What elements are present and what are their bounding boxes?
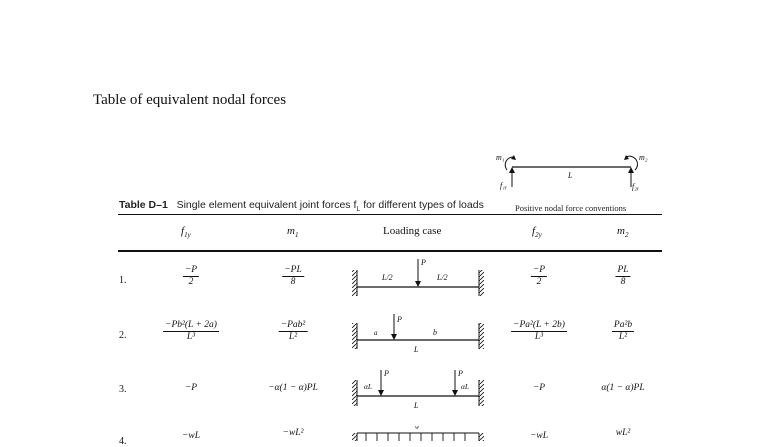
header-m1: $m_1$: [287, 225, 299, 240]
row3-load-left: P: [384, 369, 389, 378]
row3-m2: α(1 − α)PL: [601, 383, 645, 393]
convention-caption: Positive nodal force conventions: [515, 203, 627, 213]
row-number: 3.: [119, 384, 127, 395]
row3-loading-diagram: [352, 369, 484, 410]
row2-a-label: a: [374, 329, 378, 337]
row-number: 4.: [119, 436, 127, 447]
row3-f2y: −P: [532, 383, 546, 393]
table-caption-rest: for different types of loads: [360, 199, 484, 211]
row1-f2y: $\frac{-P}{2}$: [532, 265, 546, 287]
row3-right-dist: αL: [461, 382, 470, 391]
row2-m2: $\frac{\text{Pa²b}}{\text{L²}}$: [613, 320, 633, 342]
row1-load-label: P: [421, 258, 426, 267]
conv-f1-label: f₁ᵧ: [500, 181, 507, 190]
row2-f1y: $\frac{\text{−Pb²(L + 2a)}}{\text{L³}}$: [165, 320, 217, 342]
conv-m2-label: m₂: [639, 153, 648, 162]
row3-m1: −α(1 − α)PL: [268, 383, 318, 393]
row2-span-label: L: [414, 345, 419, 354]
conv-m1-label: m₁: [496, 153, 505, 162]
row2-b-label: b: [433, 328, 437, 337]
row1-f1y: $\frac{-P}{2}$: [184, 265, 198, 287]
header-f1y: $f_{1y}$: [181, 225, 191, 240]
row1-m2: $\frac{PL}{8}$: [617, 265, 629, 287]
header-loading-case: Loading case: [383, 225, 442, 237]
row4-m2: wL²: [615, 428, 631, 438]
header-m2: $m_2$: [617, 225, 629, 240]
row3-load-right: P: [458, 369, 463, 378]
row4-loading-diagram: [352, 425, 484, 441]
row3-left-dist: αL: [364, 382, 373, 391]
row4-load-label: w: [415, 425, 420, 431]
row-number: 2.: [119, 330, 127, 341]
row2-loading-diagram: [352, 314, 484, 354]
table-caption-text: Single element equivalent joint forces f: [176, 199, 357, 211]
page-title: Table of equivalent nodal forces: [93, 92, 287, 108]
table-caption-sub: L: [356, 206, 361, 214]
conv-span-label: L: [568, 171, 573, 180]
row4-m1: −wL²: [282, 428, 304, 438]
header-f2y: $f_{2y}$: [532, 225, 542, 240]
row2-f2y: $\frac{\text{−Pa²(L + 2b)}}{\text{L³}}$: [513, 320, 565, 342]
row-number: 1.: [119, 275, 127, 286]
row3-f1y: −P: [184, 383, 198, 393]
row4-f2y: −wL: [529, 431, 549, 441]
table-caption-id: Table D–1: [119, 199, 168, 211]
row4-f1y: −wL: [181, 431, 201, 441]
conv-f2-label: f₂ᵧ: [632, 182, 639, 191]
row1-right-span: L/2: [437, 273, 448, 282]
row3-span-label: L: [414, 401, 419, 410]
row1-left-span: L/2: [382, 273, 393, 282]
row1-loading-diagram: [352, 258, 484, 296]
row2-load-label: P: [397, 315, 402, 324]
row1-m1: $\frac{-PL}{8}$: [284, 265, 302, 287]
row2-m1: −Pab² L²: [280, 320, 306, 342]
